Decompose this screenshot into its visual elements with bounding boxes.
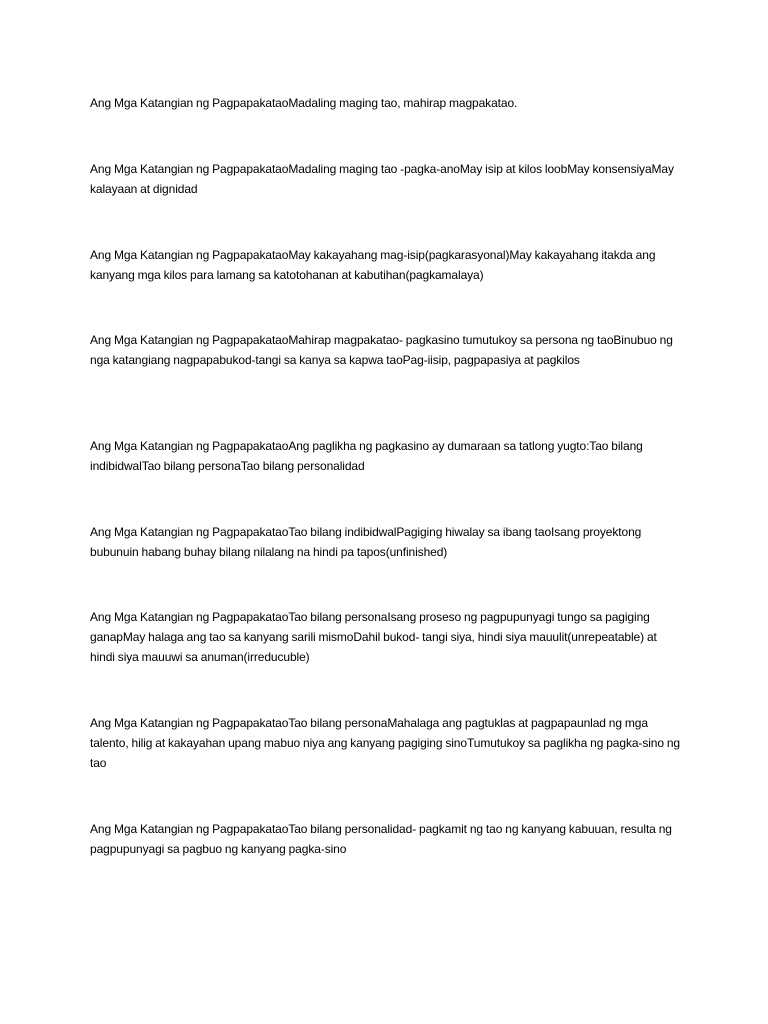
paragraph: Ang Mga Katangian ng PagpapakataoMadaling maging tao -pagka-anoMay isip at kilos loobMay konsensiyaMay kalayaan at dignidad [90,162,674,196]
paragraph: Ang Mga Katangian ng PagpapakataoMahirap magpakatao- pagkasino tumutukoy sa persona ng taoBinubuo ng nga katangiang nagpapabukod-tangi sa kanya sa kapwa taoPag-iisip, pagpapasiya at pagkilos [90,333,673,367]
paragraph: Ang Mga Katangian ng PagpapakataoMadaling maging tao, mahirap magpakatao. [90,96,518,110]
paragraph: Ang Mga Katangian ng PagpapakataoMay kakayahang mag-isip(pagkarasyonal)May kakayahang itakda ang kanyang mga kilos para lamang sa katotohanan at kabutihan(pagkamalaya) [90,248,656,282]
paragraph: Ang Mga Katangian ng PagpapakataoTao bilang indibidwalPagiging hiwalay sa ibang taoIsang proyektong bubunuin habang buhay bilang nilalang na hindi pa tapos(unfinished) [90,525,642,559]
paragraph: Ang Mga Katangian ng PagpapakataoAng paglikha ng pagkasino ay dumaraan sa tatlong yugto:Tao bilang indibidwalTao bilang personaTao bilang personalidad [90,439,643,473]
paragraph: Ang Mga Katangian ng PagpapakataoTao bilang personaIsang proseso ng pagpupunyagi tungo sa pagiging ganapMay halaga ang tao sa kanyang sarili mismoDahil bukod- tangi siya, hindi siya mauulit(unrepeatable) at hindi siya mauuwi sa anuman(irreducuble) [90,610,657,664]
paragraph: Ang Mga Katangian ng PagpapakataoTao bilang personaMahalaga ang pagtuklas at pagpapaunlad ng mga talento, hilig at kakayahan upang mabuo niya ang kanyang pagiging sinoTumutukoy sa paglikha ng pagka-sino ng tao [90,716,681,770]
paragraph: Ang Mga Katangian ng PagpapakataoTao bilang personalidad- pagkamit ng tao ng kanyang kabuuan, resulta ng pagpupunyagi sa pagbuo ng kanyang pagka-sino [90,822,672,856]
